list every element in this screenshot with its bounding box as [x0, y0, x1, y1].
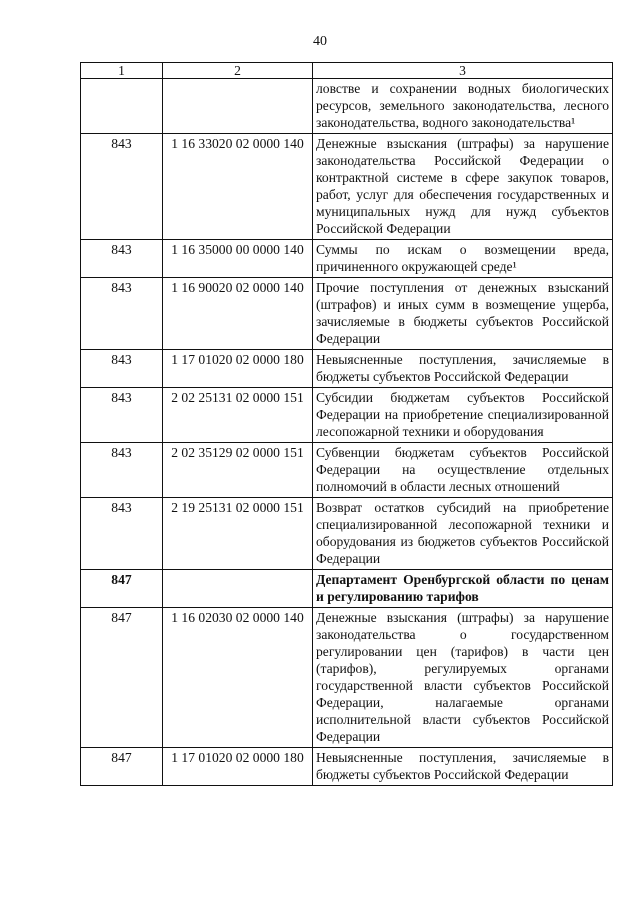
cell-budget-code: 1 16 33020 02 0000 140	[163, 134, 313, 240]
cell-admin-code: 843	[81, 388, 163, 443]
page-number: 40	[313, 34, 327, 49]
column-header-code: 2	[163, 63, 313, 79]
cell-budget-code	[163, 79, 313, 134]
table-row	[81, 748, 613, 786]
table-row	[81, 608, 613, 748]
cell-description: Субсидии бюджетам субъектов Российской Федерации на приобретение специализированной лесопожарной техники и оборудования	[313, 388, 613, 443]
cell-admin-code: 847	[81, 608, 163, 748]
cell-budget-code: 2 02 35129 02 0000 151	[163, 443, 313, 498]
table-row	[81, 498, 613, 570]
cell-description: Суммы по искам о возмещении вреда, причиненного окружающей среде¹	[313, 240, 613, 278]
budget-classification-table	[80, 62, 613, 786]
cell-admin-code: 843	[81, 350, 163, 388]
cell-description: ловстве и сохранении водных биологических ресурсов, земельного законодательства, лесного законодательства, водного законодательства¹	[313, 79, 613, 134]
table-row	[81, 79, 613, 134]
table-row	[81, 388, 613, 443]
column-header-description: 3	[313, 63, 613, 79]
cell-admin-code: 847	[81, 748, 163, 786]
cell-admin-code: 843	[81, 134, 163, 240]
cell-budget-code: 2 02 25131 02 0000 151	[163, 388, 313, 443]
cell-description: Возврат остатков субсидий на приобретение специализированной лесопожарной техники и оборудования из бюджетов субъектов Российской Федерации	[313, 498, 613, 570]
table-row	[81, 443, 613, 498]
cell-description: Денежные взыскания (штрафы) за нарушение законодательства о государственном регулировании цен (тарифов) в части цен (тарифов), регулируемых органами государственной власти субъектов Российской Федерации, налагаемые органами исполнительной власти субъектов Российской Федерации	[313, 608, 613, 748]
cell-admin-code: 843	[81, 240, 163, 278]
cell-description: Департамент Оренбургской области по ценам и регулированию тарифов	[313, 570, 613, 608]
cell-budget-code: 1 16 35000 00 0000 140	[163, 240, 313, 278]
cell-admin-code	[81, 79, 163, 134]
table-row	[81, 570, 613, 608]
table-row	[81, 240, 613, 278]
cell-description: Субвенции бюджетам субъектов Российской Федерации на осуществление отдельных полномочий в области лесных отношений	[313, 443, 613, 498]
table-row	[81, 134, 613, 240]
cell-admin-code: 843	[81, 443, 163, 498]
cell-description: Невыясненные поступления, зачисляемые в бюджеты субъектов Российской Федерации	[313, 350, 613, 388]
cell-budget-code: 1 17 01020 02 0000 180	[163, 350, 313, 388]
cell-description: Прочие поступления от денежных взысканий (штрафов) и иных сумм в возмещение ущерба, зачисляемые в бюджеты субъектов Российской Федерации	[313, 278, 613, 350]
table-row	[81, 278, 613, 350]
cell-description: Денежные взыскания (штрафы) за нарушение законодательства Российской Федерации о контрактной системе в сфере закупок товаров, работ, услуг для обеспечения государственных и муниципальных нужд для нужд субъектов Российской Федерации	[313, 134, 613, 240]
column-header-admin: 1	[81, 63, 163, 79]
table-row	[81, 350, 613, 388]
cell-budget-code: 1 17 01020 02 0000 180	[163, 748, 313, 786]
cell-admin-code: 847	[81, 570, 163, 608]
table-header-row	[81, 63, 613, 79]
cell-admin-code: 843	[81, 278, 163, 350]
cell-budget-code: 1 16 02030 02 0000 140	[163, 608, 313, 748]
cell-budget-code: 1 16 90020 02 0000 140	[163, 278, 313, 350]
cell-description: Невыясненные поступления, зачисляемые в бюджеты субъектов Российской Федерации	[313, 748, 613, 786]
cell-budget-code	[163, 570, 313, 608]
cell-admin-code: 843	[81, 498, 163, 570]
cell-budget-code: 2 19 25131 02 0000 151	[163, 498, 313, 570]
